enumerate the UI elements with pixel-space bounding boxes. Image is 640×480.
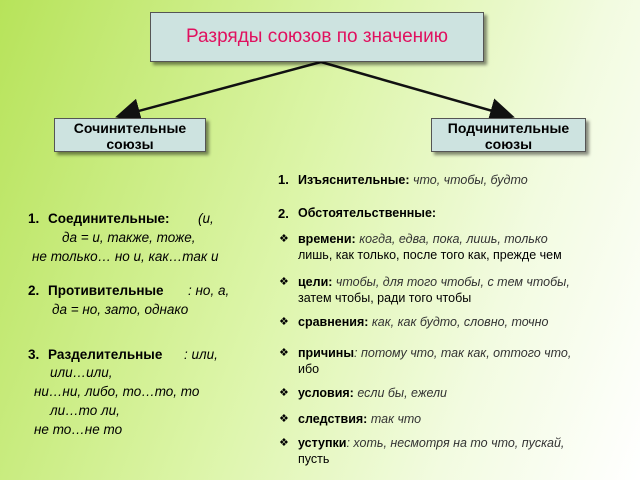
item-label: Разделительные bbox=[48, 347, 163, 362]
item-example: : или, bbox=[184, 347, 218, 362]
bullet-example: затем чтобы, ради того чтобы bbox=[298, 291, 472, 305]
arrow-right bbox=[321, 62, 510, 116]
coordinating-heading-box bbox=[54, 118, 206, 152]
diamond-bullet-icon: ❖ bbox=[279, 347, 289, 359]
diamond-bullet-icon: ❖ bbox=[279, 233, 289, 245]
bullet-label: уступки bbox=[298, 436, 347, 450]
item-number: 2. bbox=[278, 206, 289, 221]
item-label: Соединительные: bbox=[48, 211, 170, 226]
bullet-label: цели: bbox=[298, 275, 333, 289]
diamond-bullet-icon: ❖ bbox=[279, 413, 289, 425]
item-label: Обстоятельственные: bbox=[298, 206, 437, 220]
diamond-bullet-icon: ❖ bbox=[279, 316, 289, 328]
item-label: Изъяснительные: bbox=[298, 173, 410, 187]
item-example: ли…то ли, bbox=[50, 403, 120, 418]
bullet-example: чтобы, для того чтобы, с тем чтобы, bbox=[335, 275, 570, 289]
item-number: 3. bbox=[28, 347, 40, 362]
diamond-bullet-icon: ❖ bbox=[279, 387, 289, 399]
bullet-label: причины bbox=[298, 346, 355, 360]
subordinating-heading-box bbox=[431, 118, 586, 152]
title-box bbox=[150, 12, 484, 62]
bullet-example: : потому что, так как, оттого что, bbox=[354, 346, 572, 360]
bullet-label: следствия: bbox=[298, 412, 368, 426]
item-example: ни…ни, либо, то…то, то bbox=[34, 384, 200, 399]
item-example: (и, bbox=[198, 211, 214, 226]
bullet-label: времени: bbox=[298, 232, 356, 246]
arrow-left bbox=[120, 62, 321, 116]
bullet-example: : хоть, несмотря на то что, пускай, bbox=[346, 436, 565, 450]
item-number: 1. bbox=[28, 211, 40, 226]
subordinating-heading-line1: Подчинительные bbox=[447, 120, 570, 136]
bullet-example: когда, едва, пока, лишь, только bbox=[359, 232, 548, 246]
bullet-example: лишь, как только, после того как, прежде чем bbox=[298, 248, 562, 262]
item-label: Противительные bbox=[48, 283, 164, 298]
subordinating-heading-line2: союзы bbox=[484, 136, 533, 152]
bullet-example: как, как будто, словно, точно bbox=[371, 315, 549, 329]
item-example: не только… но и, как…так и bbox=[32, 249, 219, 264]
title-text: Разряды союзов по значению bbox=[185, 26, 449, 47]
bullet-example: пусть bbox=[298, 452, 330, 466]
item-example: не то…не то bbox=[34, 422, 123, 437]
bullet-example: ибо bbox=[298, 362, 320, 376]
item-number: 1. bbox=[278, 172, 289, 187]
diamond-bullet-icon: ❖ bbox=[279, 437, 289, 449]
item-example: да = но, зато, однако bbox=[52, 302, 189, 317]
coordinating-heading-line1: Сочинительные bbox=[73, 120, 187, 136]
bullet-example: так что bbox=[370, 412, 422, 426]
item-example: : но, а, bbox=[188, 283, 230, 298]
bullet-label: сравнения: bbox=[298, 315, 369, 329]
item-example: или…или, bbox=[50, 365, 113, 380]
bullet-example: если бы, ежели bbox=[357, 386, 447, 400]
coordinating-heading-line2: союзы bbox=[106, 136, 154, 152]
diamond-bullet-icon: ❖ bbox=[279, 276, 289, 288]
item-number: 2. bbox=[28, 283, 40, 298]
item-example: что, чтобы, будто bbox=[413, 173, 528, 187]
bullet-label: условия: bbox=[298, 386, 354, 400]
item-example: да = и, также, тоже, bbox=[62, 230, 196, 245]
